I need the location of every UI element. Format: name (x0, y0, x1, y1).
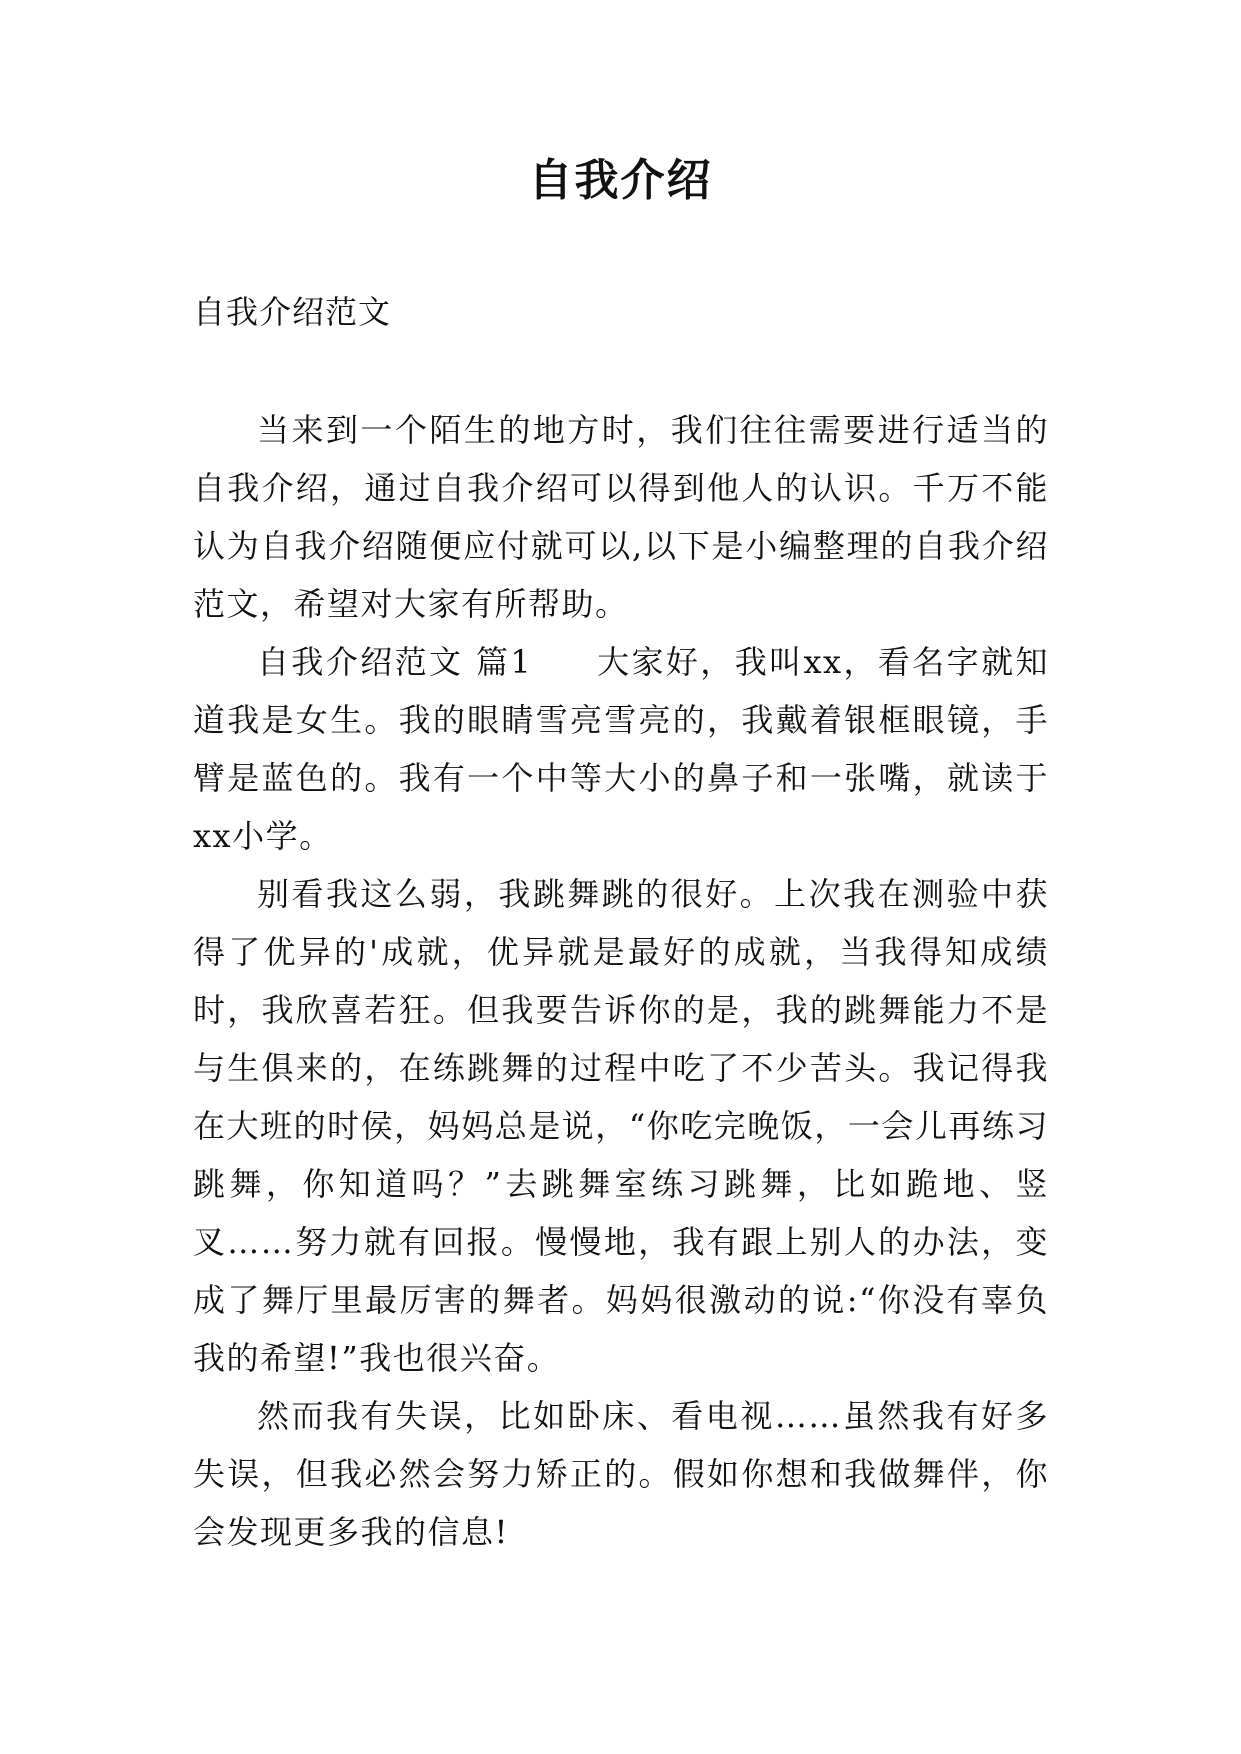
section-label: 自我介绍范文 篇1 (257, 643, 533, 681)
intro-paragraph: 当来到一个陌生的地方时，我们往往需要进行适当的自我介绍，通过自我介绍可以得到他人的认识。千万不能认为自我介绍随便应付就可以,以下是小编整理的自我介绍范文，希望对大家有所帮助。 (193, 411, 1049, 623)
section-paragraph (193, 633, 1049, 865)
document-title: 自我介绍 (528, 155, 713, 206)
body-paragraph: 别看我这么弱，我跳舞跳的很好。上次我在测验中获得了优异的'成就，优异就是最好的成就，当我得知成绩时，我欣喜若狂。但我要告诉你的是，我的跳舞能力不是与生俱来的，在练跳舞的过程中吃了不少苦头。我记得我在大班的时侯，妈妈总是说，“你吃完晚饭，一会儿再练习跳舞，你知道吗？”去跳舞室练习跳舞，比如跪地、竖叉……努力就有回报。慢慢地，我有跟上别人的办法，变成了舞厅里最厉害的舞者。妈妈很激动的说:“你没有辜负我的希望!”我也很兴奋。 (193, 875, 1049, 1377)
section-first-text: 大家好，我叫xx，看名字就知道我是女生。我的眼睛雪亮雪亮的，我戴着银框眼镜，手臂是蓝色的。我有一个中等大小的鼻子和一张嘴，就读于xx小学。 (193, 643, 1049, 855)
document-body (193, 401, 1049, 1561)
body-paragraph: 然而我有失误，比如卧床、看电视……虽然我有好多失误，但我必然会努力矫正的。假如你想和我做舞伴，你会发现更多我的信息! (193, 1397, 1049, 1551)
document-subtitle: 自我介绍范文 (193, 293, 392, 331)
